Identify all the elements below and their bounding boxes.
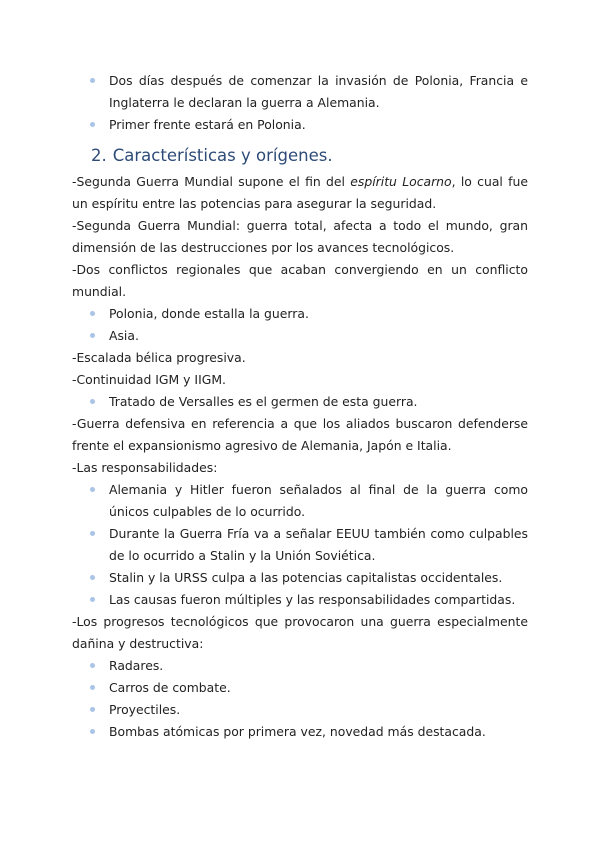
bullet-dot-icon: [90, 729, 95, 734]
bullet-item: Tratado de Versalles es el germen de esta guerra.: [72, 391, 528, 413]
bullet-item: Las causas fueron múltiples y las responsabilidades compartidas.: [72, 589, 528, 611]
bullet-dot-icon: [90, 707, 95, 712]
bullet-item: Proyectiles.: [72, 699, 528, 721]
bullet-dot-icon: [90, 597, 95, 602]
bullet-item: Primer frente estará en Polonia.: [72, 114, 528, 136]
bullet-dot-icon: [90, 663, 95, 668]
paragraph: -Continuidad IGM y IIGM.: [72, 372, 226, 387]
bullet-dot-icon: [90, 311, 95, 316]
paragraph: -Las responsabilidades:: [72, 460, 218, 475]
section-heading: 2. Características y orígenes.: [91, 146, 333, 165]
bullet-item: Durante la Guerra Fría va a señalar EEUU también como culpables de lo ocurrido a Stalin y la Unión Soviética.: [72, 523, 528, 567]
bullet-item: Carros de combate.: [72, 677, 528, 699]
bullet-item: Alemania y Hitler fueron señalados al final de la guerra como únicos culpables de lo ocurrido.: [72, 479, 528, 523]
bullet-dot-icon: [90, 487, 95, 492]
emphasis-text: espíritu Locarno: [350, 174, 452, 189]
bullet-dot-icon: [90, 399, 95, 404]
bullet-item: Asia.: [72, 325, 528, 347]
paragraph: -Guerra defensiva en referencia a que los aliados buscaron defenderse frente el expansionismo agresivo de Alemania, Japón e Italia.: [72, 416, 528, 453]
bullet-item: Stalin y la URSS culpa a las potencias capitalistas occidentales.: [72, 567, 528, 589]
bullet-dot-icon: [90, 333, 95, 338]
bullet-item: Radares.: [72, 655, 528, 677]
bullet-dot-icon: [90, 531, 95, 536]
paragraph: -Dos conflictos regionales que acaban convergiendo en un conflicto mundial.: [72, 262, 528, 299]
bullet-dot-icon: [90, 122, 95, 127]
bullet-dot-icon: [90, 575, 95, 580]
bullet-item: Polonia, donde estalla la guerra.: [72, 303, 528, 325]
bullet-dot-icon: [90, 78, 95, 83]
paragraph: -Los progresos tecnológicos que provocaron una guerra especialmente dañina y destructiva:: [72, 614, 528, 651]
paragraph: -Escalada bélica progresiva.: [72, 350, 246, 365]
bullet-item: Bombas atómicas por primera vez, novedad más destacada.: [72, 721, 528, 743]
paragraph: -Segunda Guerra Mundial: guerra total, afecta a todo el mundo, gran dimensión de las destrucciones por los avances tecnológicos.: [72, 218, 528, 255]
bullet-item: Dos días después de comenzar la invasión de Polonia, Francia e Inglaterra le declaran la guerra a Alemania.: [72, 70, 528, 114]
paragraph: -Segunda Guerra Mundial supone el fin del espíritu Locarno, lo cual fue un espíritu entre las potencias para asegurar la seguridad.: [72, 174, 528, 211]
page-content: [72, 70, 528, 743]
bullet-dot-icon: [90, 685, 95, 690]
